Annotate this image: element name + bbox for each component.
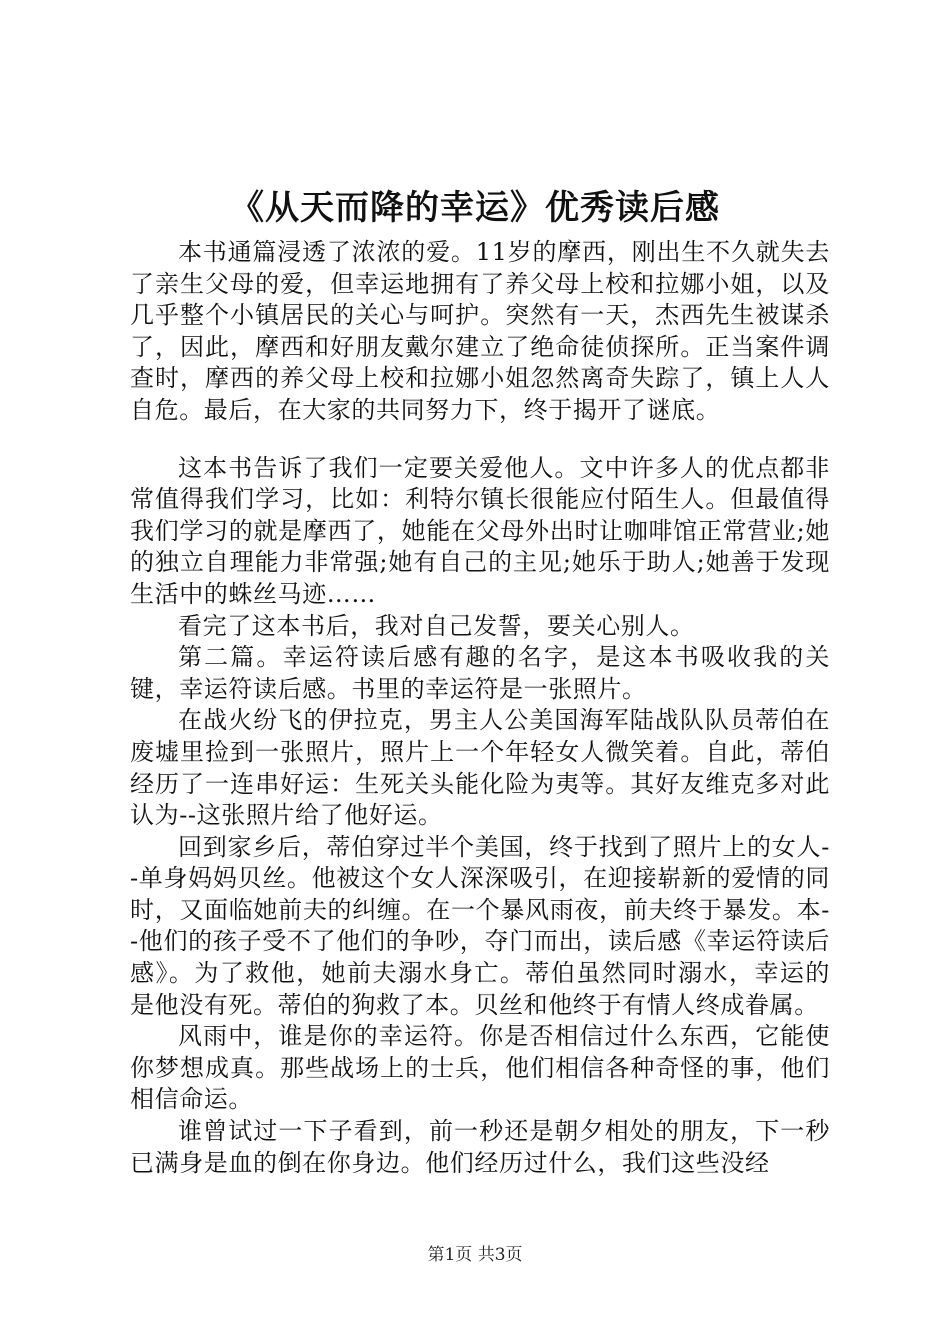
page-number-footer: 第1页 共3页 — [427, 1245, 523, 1265]
paragraph: 这本书告诉了我们一定要关爱他人。文中许多人的优点都非常值得我们学习，比如：利特尔镇长很能应付陌生人。但最值得我们学习的就是摩西了，她能在父母外出时让咖啡馆正常营业;她的独立自理能力非常强;她有自己的主见;她乐于助人;她善于发现生活中的蛛丝马迹…… — [130, 453, 830, 608]
paragraph: 在战火纷飞的伊拉克，男主人公美国海军陆战队队员蒂伯在废墟里捡到一张照片，照片上一个年轻女人微笑着。自此，蒂伯经历了一连串好运：生死关头能化险为夷等。其好友维克多对此认为--这张照片给了他好运。 — [130, 706, 830, 830]
paragraph: 回到家乡后，蒂伯穿过半个美国，终于找到了照片上的女人--单身妈妈贝丝。他被这个女人深深吸引，在迎接崭新的爱情的同时，又面临她前夫的纠缠。在一个暴风雨夜，前夫终于暴发。本--他们的孩子受不了他们的争吵，夺门而出，读后感《幸运符读后感》。为了救他，她前夫溺水身亡。蒂伯虽然同时溺水，幸运的是他没有死。蒂伯的狗救了本。贝丝和他终于有情人终成眷属。 — [130, 832, 830, 1019]
paragraph: 谁曾试过一下子看到，前一秒还是朝夕相处的朋友，下一秒已满身是血的倒在你身边。他们经历过什么，我们这些没经 — [130, 1117, 830, 1177]
paragraph: 第二篇。幸运符读后感有趣的名字，是这本书吸收我的关键，幸运符读后感。书里的幸运符是一张照片。 — [130, 643, 830, 703]
paragraph: 本书通篇浸透了浓浓的爱。11岁的摩西，刚出生不久就失去了亲生父母的爱，但幸运地拥有了养父母上校和拉娜小姐，以及几乎整个小镇居民的关心与呵护。突然有一天，杰西先生被谋杀了，因此，摩西和好朋友戴尔建立了绝命徒侦探所。正当案件调查时，摩西的养父母上校和拉娜小姐忽然离奇失踪了，镇上人人自危。最后，在大家的共同努力下，终于揭开了谜底。 — [130, 238, 830, 424]
document-title: 《从天而降的幸运》优秀读后感 — [230, 188, 720, 228]
document-body — [130, 237, 830, 1179]
paragraph: 风雨中，谁是你的幸运符。你是否相信过什么东西，它能使你梦想成真。那些战场上的士兵，他们相信各种奇怪的事，他们相信命运。 — [130, 1022, 830, 1114]
paragraph: 看完了这本书后，我对自己发誓，要关心别人。 — [178, 611, 695, 640]
